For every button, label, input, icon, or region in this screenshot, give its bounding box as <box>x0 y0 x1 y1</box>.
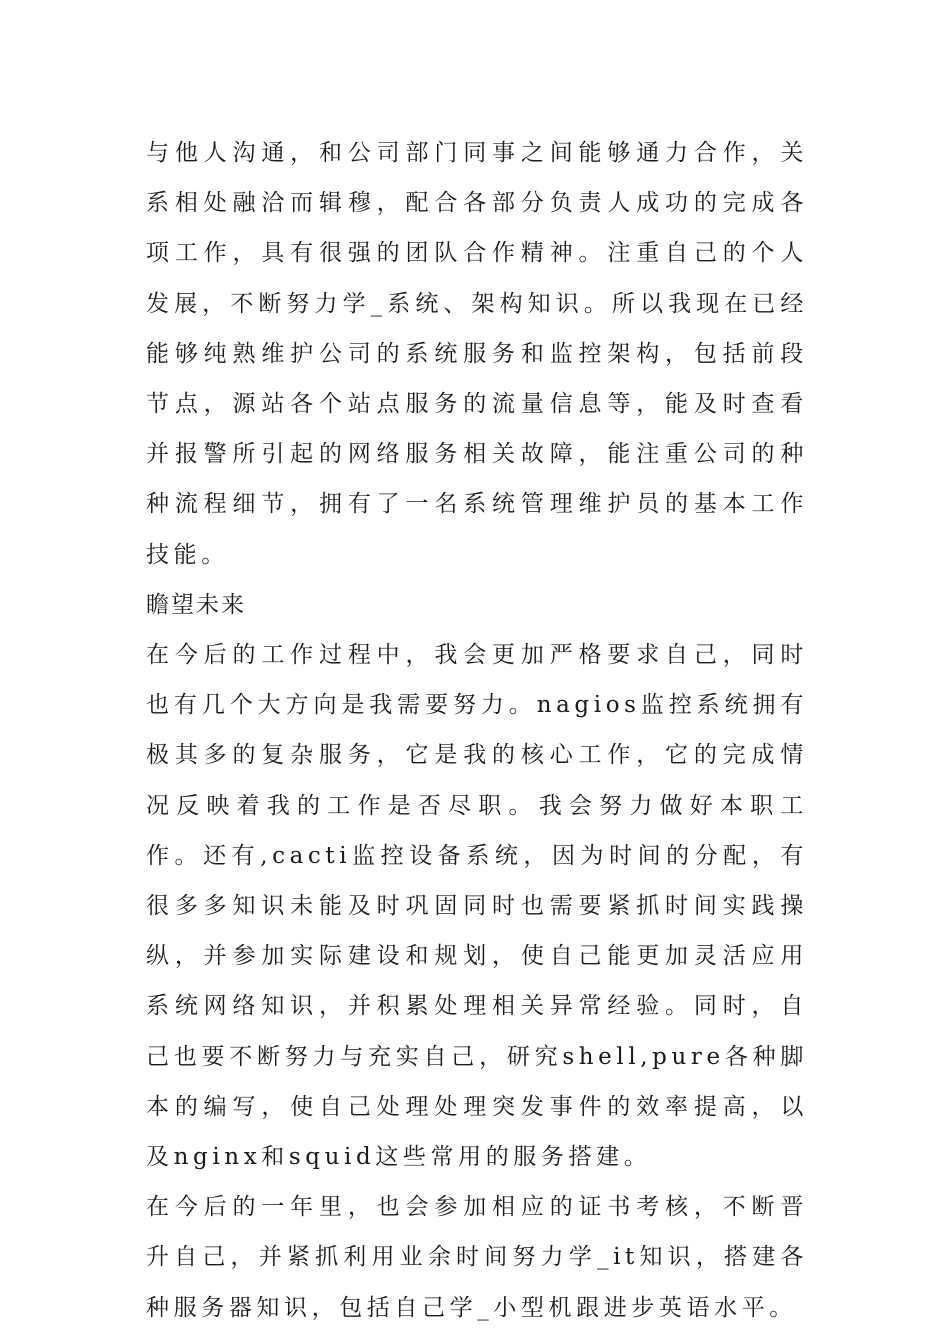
paragraph-next-year: 在今后的一年里，也会参加相应的证书考核，不断晋升自己，并紧抓利用业余时间努力学_it知识，搭建各种服务器知识，包括自己学_小型机跟进步英语水平。 <box>146 1194 808 1321</box>
section-heading: 瞻望未来 <box>146 591 246 618</box>
document-body <box>146 128 808 1333</box>
paragraph-future-plan: 在今后的工作过程中，我会更加严格要求自己，同时也有几个大方向是我需要努力。nagios监控系统拥有极其多的复杂服务，它是我的核心工作，它的完成情况反映着我的工作是否尽职。我会努力做好本职工作。还有,cacti监控设备系统，因为时间的分配，有很多多知识未能及时巩固同时也需要紧抓时间实践操纵，并参加实际建设和规划，使自己能更加灵活应用系统网络知识，并积累处理相关异常经验。同时，自己也要不断努力与充实自己，研究shell,pure各种脚本的编写，使自己处理处理突发事件的效率提高，以及nginx和squid这些常用的服务搭建。 <box>146 642 808 1171</box>
paragraph-work-summary: 与他人沟通，和公司部门同事之间能够通力合作，关系相处融洽而辑穆，配合各部分负责人成功的完成各项工作，具有很强的团队合作精神。注重自己的个人发展，不断努力学_系统、架构知识。所以我现在已经能够纯熟维护公司的系统服务和监控架构，包括前段节点，源站各个站点服务的流量信息等，能及时查看并报警所引起的网络服务相关故障，能注重公司的种种流程细节，拥有了一名系统管理维护员的基本工作技能。 <box>146 140 808 568</box>
